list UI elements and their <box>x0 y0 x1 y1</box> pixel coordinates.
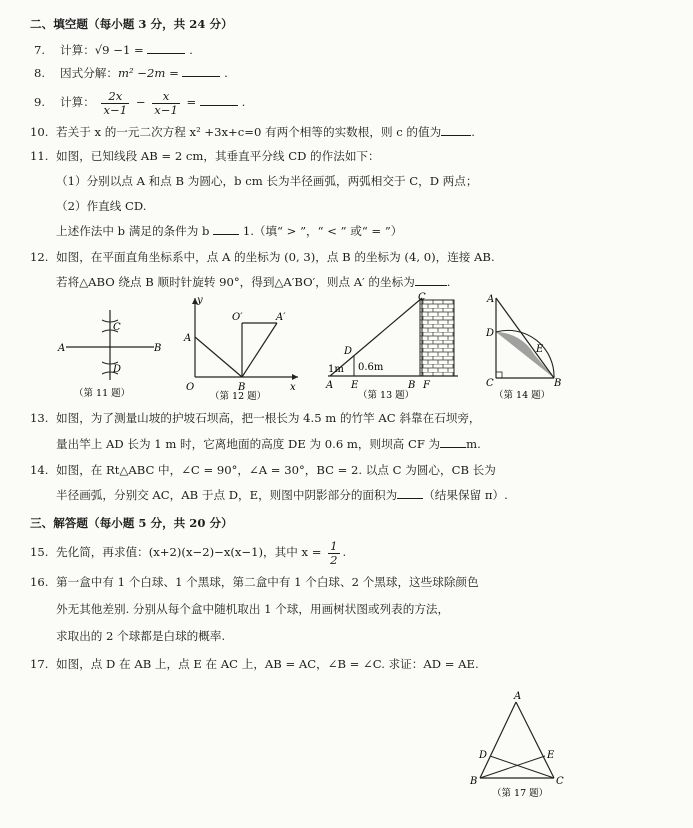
question-14-text: 如图，在 Rt△ABC 中，∠C = 90°，∠A = 30°，BC = 2. 以点 C 为圆心，CB 长为 <box>56 463 496 477</box>
question-16-text: 第一盒中有 1 个白球、1 个黑球，第二盒中有 1 个白球、2 个黑球，这些球除颜色 <box>56 575 479 589</box>
stone-dam <box>420 300 454 376</box>
label-e: E <box>351 380 359 391</box>
question-14-line1 <box>30 462 496 478</box>
question-10-text: 若关于 x 的一元二次方程 x² +3x+c=0 有两个相等的实数根，则 c 的值为 <box>56 125 442 139</box>
question-13-line2 <box>56 436 481 452</box>
length-1m: 1m <box>328 364 344 375</box>
answer-blank <box>200 105 238 106</box>
answer-blank <box>147 53 185 54</box>
label-d: D <box>344 346 353 357</box>
question-number: 16. <box>30 575 49 589</box>
question-11-line4 <box>56 223 402 239</box>
label-b: B <box>408 380 416 391</box>
question-16-line1 <box>30 574 479 590</box>
question-7: 7. 计算：√9 −1 = . <box>34 43 193 57</box>
label-e: E <box>536 344 544 355</box>
question-number: 12. <box>30 250 49 264</box>
question-number: 15. <box>30 545 49 559</box>
label-b: B <box>238 382 246 393</box>
question-7-expression: √9 −1 = <box>94 43 144 57</box>
question-12-text2: 若将△ABO 绕点 B 顺时针旋转 90°，得到△A′BO′，则点 A′ 的坐标为 <box>56 275 415 289</box>
question-number: 17. <box>30 657 49 671</box>
question-8: 8. 因式分解：m² −2m = . <box>34 66 228 80</box>
question-16-line3: 求取出的 2 个球都是白球的概率. <box>56 629 226 643</box>
question-10: 10. 若关于 x 的一元二次方程 x² +3x+c=0 有两个相等的实数根，则 c 的值为 . <box>30 125 475 139</box>
label-a: A <box>487 294 495 305</box>
label-a: A <box>326 380 334 391</box>
fraction-2: $\frac{x}{x-1}$ <box>154 88 178 117</box>
minus-sign: − <box>135 95 146 109</box>
question-11-condition: 上述作法中 b 满足的条件为 b <box>56 224 210 238</box>
question-13-text: 如图，为了测量山坡的护坡石坝高，把一根长为 4.5 m 的竹竿 AC 斜靠在石坝旁， <box>56 411 481 425</box>
answer-blank <box>440 447 466 448</box>
label-b: B <box>470 776 478 787</box>
figure-11 <box>56 302 166 397</box>
question-12-line1 <box>30 249 495 265</box>
segment-ba2 <box>242 323 277 377</box>
question-12-text: 如图，在平面直角坐标系中，点 A 的坐标为 (0, 3)，点 B 的坐标为 (4, 0)，连接 AB. <box>56 250 495 264</box>
question-16-line2: 外无其他差别. 分别从每个盒中随机取出 1 个球，用画树状图或列表的方法， <box>56 602 450 616</box>
question-number: 7. <box>34 43 46 57</box>
question-11-line3: （2）作直线 CD. <box>56 199 147 213</box>
label-e: E <box>547 750 555 761</box>
figure-14-caption: （第 14 题） <box>494 390 551 401</box>
figure-13-caption: （第 13 题） <box>358 390 415 401</box>
question-17-text: 如图，点 D 在 AB 上，点 E 在 AC 上，AB = AC，∠B = ∠C. 求证：AD = AE. <box>56 657 479 671</box>
label-a: A <box>514 691 522 702</box>
label-b: B <box>554 378 562 389</box>
answer-blank <box>213 234 239 235</box>
question-9: 9. 计算： $\frac{2x}{x-1}$ − $\frac{x}{x-1}$ = . <box>34 88 246 117</box>
answer-blank <box>441 135 471 136</box>
question-number: 11. <box>30 149 49 163</box>
question-13-unit: m. <box>466 437 481 451</box>
question-17 <box>30 656 479 672</box>
question-9-label: 计算： <box>60 95 95 109</box>
question-11-line1 <box>30 148 380 164</box>
label-f: F <box>423 380 430 391</box>
label-c: C <box>418 292 426 303</box>
side-ab <box>480 702 516 778</box>
figure-12 <box>180 295 305 400</box>
figure-11-caption: （第 11 题） <box>74 388 131 397</box>
question-13-text2: 量出竿上 AD 长为 1 m 时，它离地面的高度 DE 为 0.6 m，则坝高 CF 为 <box>56 437 441 451</box>
right-angle-mark <box>496 372 502 378</box>
segment-ab <box>195 337 242 377</box>
question-15 <box>30 537 346 567</box>
fraction-one-half: $\frac{1}{2}$ <box>330 538 338 567</box>
label-d: D <box>113 364 122 375</box>
section-2-title: 二、填空题（每小题 3 分，共 24 分） <box>30 17 233 31</box>
question-number: 10. <box>30 125 49 139</box>
equals-sign: = <box>186 95 197 109</box>
label-a-prime: A′ <box>276 312 286 323</box>
question-14-note: （结果保留 π）. <box>423 488 508 502</box>
label-d: D <box>479 750 488 761</box>
figure-14 <box>478 292 568 402</box>
label-x: x <box>290 382 296 393</box>
question-15-text: 先化简，再求值：(x+2)(x−2)−x(x−1)，其中 x = <box>56 545 322 559</box>
label-b: B <box>154 343 162 354</box>
label-a: A <box>184 333 192 344</box>
figure-12-caption: （第 12 题） <box>210 391 267 400</box>
question-number: 14. <box>30 463 49 477</box>
label-o: O <box>186 382 195 393</box>
label-y: y <box>197 295 203 306</box>
label-c: C <box>486 378 494 389</box>
figure-17-caption: （第 17 题） <box>492 788 549 799</box>
question-13-line1 <box>30 410 481 426</box>
question-8-label: 因式分解： <box>60 66 118 80</box>
question-8-expression: m² −2m = <box>117 66 179 80</box>
figure-13 <box>318 292 463 402</box>
label-c: C <box>113 322 121 333</box>
label-d: D <box>486 328 495 339</box>
period: . <box>342 545 347 559</box>
question-number: 8. <box>34 66 46 80</box>
question-11-line2: （1）分别以点 A 和点 B 为圆心，b cm 长为半径画弧，两弧相交于 C，D 两点； <box>56 174 478 188</box>
answer-blank <box>182 76 220 77</box>
question-12-line2: 若将△ABO 绕点 B 顺时针旋转 90°，得到△A′BO′，则点 A′ 的坐标为 . <box>56 275 451 289</box>
label-a: A <box>58 343 66 354</box>
x-axis-arrow <box>292 374 298 380</box>
question-7-label: 计算： <box>60 43 95 57</box>
answer-blank <box>415 285 447 286</box>
question-11-hint: 1.（填“ > ”，“ < ” 或“ = ”） <box>242 224 403 238</box>
question-number: 9. <box>34 95 46 109</box>
figure-17 <box>462 690 572 802</box>
label-o-prime: O′ <box>232 312 243 323</box>
label-c: C <box>556 776 564 787</box>
question-14-line2 <box>56 487 508 503</box>
fraction-1: $\frac{2x}{x-1}$ <box>103 88 128 117</box>
question-number: 13. <box>30 411 49 425</box>
section-3-title: 三、解答题（每小题 5 分，共 20 分） <box>30 516 233 530</box>
segment-be <box>480 756 545 778</box>
length-0-6m: 0.6m <box>358 362 384 373</box>
question-11-text: 如图，已知线段 AB = 2 cm，其垂直平分线 CD 的作法如下： <box>56 149 380 163</box>
question-14-text2: 半径画弧，分别交 AC，AB 于点 D，E，则图中阴影部分的面积为 <box>56 488 398 502</box>
answer-blank <box>397 498 423 499</box>
